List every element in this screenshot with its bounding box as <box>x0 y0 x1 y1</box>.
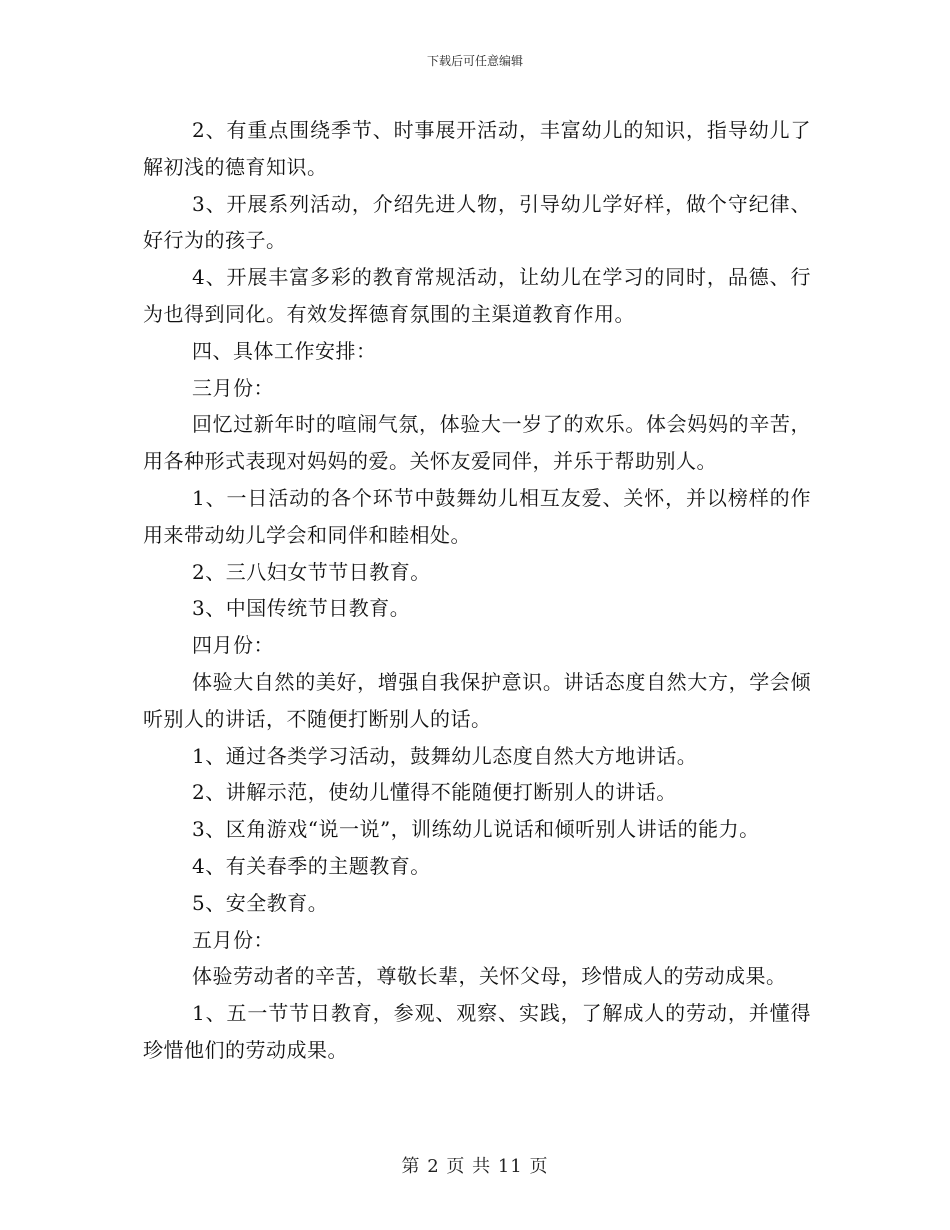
april-item-2: 2、讲解示范，使幼儿懂得不能随便打断别人的讲话。 <box>192 780 677 805</box>
page-header-note: 下载后可任意编辑 <box>426 54 523 68</box>
april-item-5: 5、安全教育。 <box>192 890 329 915</box>
section-heading-work-arrangement: 四、具体工作安排： <box>192 338 377 363</box>
march-summary: 回忆过新年时的喧闹气氛，体验大一岁了的欢乐。体会妈妈的辛苦，用各种形式表现对妈妈的爱。关怀友爱同伴，并乐于帮助别人。 <box>143 412 811 474</box>
month-heading-april: 四月份： <box>192 633 274 658</box>
march-item-1: 1、一日活动的各个环节中鼓舞幼儿相互友爱、关怀，并以榜样的作用来带动幼儿学会和同伴和睦相处。 <box>143 485 811 547</box>
may-item-1: 1、五一节节日教育，参观、观察、实践，了解成人的劳动，并懂得珍惜他们的劳动成果。 <box>143 1001 811 1062</box>
page-number-footer: 第 2 页 共 11 页 <box>401 1156 549 1177</box>
month-heading-march: 三月份： <box>192 375 274 400</box>
march-item-3: 3、中国传统节日教育。 <box>192 596 411 621</box>
paragraph-item-3: 3、开展系列活动，介绍先进人物，引导幼儿学好样，做个守纪律、好行为的孩子。 <box>143 191 811 253</box>
april-item-1: 1、通过各类学习活动，鼓舞幼儿态度自然大方地讲话。 <box>192 743 698 768</box>
month-heading-may: 五月份： <box>192 927 274 952</box>
paragraph-item-4: 4、开展丰富多彩的教育常规活动，让幼儿在学习的同时，品德、行为也得到同化。有效发挥德育氛围的主渠道教育作用。 <box>143 265 811 326</box>
april-item-4: 4、有关春季的主题教育。 <box>192 853 431 878</box>
april-summary: 体验大自然的美好，增强自我保护意识。讲话态度自然大方，学会倾听别人的讲话，不随便打断别人的话。 <box>143 669 811 731</box>
march-item-2: 2、三八妇女节节日教育。 <box>192 559 431 584</box>
paragraph-item-2: 2、有重点围绕季节、时事展开活动，丰富幼儿的知识，指导幼儿了解初浅的德育知识。 <box>143 118 811 179</box>
may-summary: 体验劳动者的辛苦，尊敬长辈，关怀父母，珍惜成人的劳动成果。 <box>192 964 787 989</box>
april-item-3: 3、区角游戏“说一说”，训练幼儿说话和倾听别人讲话的能力。 <box>192 817 760 842</box>
document-body <box>143 112 811 1069</box>
